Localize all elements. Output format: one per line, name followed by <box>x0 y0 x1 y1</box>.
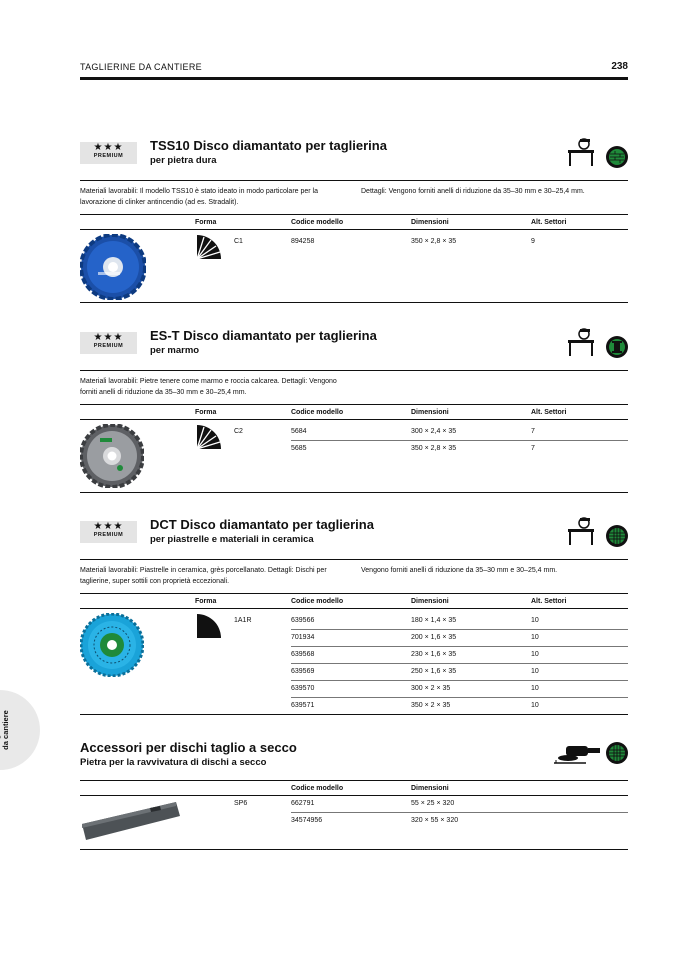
badge-label: PREMIUM <box>93 153 124 159</box>
table-saw-icon <box>566 138 600 168</box>
segmented-shape-icon <box>196 424 222 450</box>
marble-column-icon <box>606 336 628 358</box>
accessories-subtitle: Pietra per la ravvivatura di dischi a secco <box>80 757 267 768</box>
table-row <box>291 698 628 715</box>
description-right: Dettagli: Vengono forniti anelli di riduzione da 35–30 mm e 30–25,4 mm. <box>361 188 585 195</box>
cell-alt: 10 <box>531 685 539 692</box>
table-header <box>80 593 628 609</box>
badge-label: PREMIUM <box>93 343 124 349</box>
cell-dim: 350 × 2 × 35 <box>411 702 451 709</box>
table-row <box>291 234 628 251</box>
tile-material-icon <box>606 525 628 547</box>
table-saw-icon <box>566 328 600 358</box>
description-left: Materiali lavorabili: Piastrelle in ceramica, grès porcellanato. Dettagli: Dischi per taglierine, super sottili con proprietà eccezionali. <box>80 567 327 585</box>
cell-code: 894258 <box>291 238 315 245</box>
col-code: Codice modello <box>291 409 344 416</box>
side-tab-line2: da cantiere <box>1 710 10 750</box>
table-row <box>291 681 628 698</box>
col-forma: Forma <box>195 598 217 605</box>
badge-label: PREMIUM <box>93 532 124 538</box>
table-row <box>291 647 628 664</box>
product-subtitle: per marmo <box>150 345 200 356</box>
table-row <box>291 664 628 681</box>
section-title: TAGLIERINE DA CANTIERE <box>80 62 202 72</box>
brick-material-icon <box>606 146 628 168</box>
col-code: Codice modello <box>291 219 344 226</box>
col-forma: Forma <box>195 219 217 226</box>
col-code: Codice modello <box>291 785 344 792</box>
col-code: Codice modello <box>291 598 344 605</box>
cell-code: 639569 <box>291 668 315 675</box>
cell-alt: 9 <box>531 238 535 245</box>
section-divider <box>80 714 628 715</box>
col-dim: Dimensioni <box>411 409 449 416</box>
col-dim: Dimensioni <box>411 219 449 226</box>
table-row <box>291 424 628 441</box>
shape-code: C2 <box>234 428 243 435</box>
cell-code: 34574956 <box>291 817 323 824</box>
cell-code: 5685 <box>291 445 307 452</box>
blue-diamond-disc-image <box>80 234 146 300</box>
grey-diamond-disc-image <box>80 424 144 488</box>
cell-dim: 300 × 2,4 × 35 <box>411 428 457 435</box>
divider <box>80 370 628 371</box>
cell-dim: 350 × 2,8 × 35 <box>411 445 457 452</box>
cell-dim: 180 × 1,4 × 35 <box>411 617 457 624</box>
product-title: TSS10 Disco diamantato per taglierina <box>150 138 387 153</box>
cell-alt: 7 <box>531 445 535 452</box>
cell-code: 639571 <box>291 702 315 709</box>
section-divider <box>80 849 628 850</box>
premium-badge <box>80 521 137 543</box>
cell-code: 5684 <box>291 428 307 435</box>
cell-dim: 320 × 55 × 320 <box>411 817 459 824</box>
cell-code: 639568 <box>291 651 315 658</box>
col-alt: Alt. Settori <box>531 598 567 605</box>
table-row <box>291 613 628 630</box>
segmented-shape-icon <box>196 234 222 260</box>
table-header <box>80 404 628 420</box>
divider <box>80 180 628 181</box>
dressing-stone-image <box>80 798 182 844</box>
page-header <box>80 60 628 80</box>
tile-material-icon <box>606 742 628 764</box>
cell-alt: 10 <box>531 617 539 624</box>
cell-dim: 250 × 1,6 × 35 <box>411 668 457 675</box>
angle-grinder-icon <box>552 740 602 766</box>
premium-badge <box>80 142 137 164</box>
table-row <box>291 630 628 647</box>
cell-alt: 7 <box>531 428 535 435</box>
col-alt: Alt. Settori <box>531 409 567 416</box>
product-tss10 <box>80 138 628 308</box>
product-subtitle: per pietra dura <box>150 155 217 166</box>
cell-dim: 55 × 25 × 320 <box>411 800 455 807</box>
product-title: DCT Disco diamantato per taglierina <box>150 517 374 532</box>
col-dim: Dimensioni <box>411 598 449 605</box>
accessories-section <box>80 740 628 855</box>
cell-alt: 10 <box>531 668 539 675</box>
product-es-t <box>80 328 628 498</box>
table-row <box>291 441 628 458</box>
stars-icon: ★★★ <box>93 142 124 153</box>
col-dim: Dimensioni <box>411 785 449 792</box>
product-title: ES-T Disco diamantato per taglierina <box>150 328 377 343</box>
shape-code: 1A1R <box>234 617 252 624</box>
section-divider <box>80 302 628 303</box>
cell-code: 662791 <box>291 800 315 807</box>
product-subtitle: per piastrelle e materiali in ceramica <box>150 534 314 545</box>
cell-alt: 10 <box>531 634 539 641</box>
cell-dim: 300 × 2 × 35 <box>411 685 451 692</box>
side-tab[interactable] <box>0 690 40 770</box>
table-header <box>80 214 628 230</box>
stars-icon: ★★★ <box>93 332 124 343</box>
accessories-title: Accessori per dischi taglio a secco <box>80 740 297 755</box>
premium-badge <box>80 332 137 354</box>
shape-code: C1 <box>234 238 243 245</box>
table-header <box>80 780 628 796</box>
cell-code: 701934 <box>291 634 315 641</box>
description-left: Materiali lavorabili: Pietre tenere come marmo e roccia calcarea. Dettagli: Vengono forniti anelli di riduzione da 35–30 mm e 30–25,4 mm. <box>80 378 337 396</box>
cell-dim: 350 × 2,8 × 35 <box>411 238 457 245</box>
table-row <box>291 796 628 813</box>
col-alt: Alt. Settori <box>531 219 567 226</box>
cell-alt: 10 <box>531 651 539 658</box>
divider <box>80 559 628 560</box>
cell-code: 639566 <box>291 617 315 624</box>
description-left: Materiali lavorabili: Il modello TSS10 è stato ideato in modo particolare per la lavorazione di clinker antincendio (ad es. Stradalit). <box>80 188 318 206</box>
page-number: 238 <box>611 61 628 72</box>
description-right: Vengono forniti anelli di riduzione da 35–30 mm e 30–25,4 mm. <box>361 567 558 574</box>
cell-dim: 230 × 1,6 × 35 <box>411 651 457 658</box>
table-saw-icon <box>566 517 600 547</box>
stars-icon: ★★★ <box>93 521 124 532</box>
cyan-diamond-disc-image <box>80 613 144 677</box>
cell-dim: 200 × 1,6 × 35 <box>411 634 457 641</box>
section-divider <box>80 492 628 493</box>
continuous-rim-shape-icon <box>196 613 222 639</box>
product-dct <box>80 517 628 717</box>
table-row <box>291 813 628 830</box>
cell-alt: 10 <box>531 702 539 709</box>
shape-code: SP6 <box>234 800 248 807</box>
cell-code: 639570 <box>291 685 315 692</box>
col-forma: Forma <box>195 409 217 416</box>
